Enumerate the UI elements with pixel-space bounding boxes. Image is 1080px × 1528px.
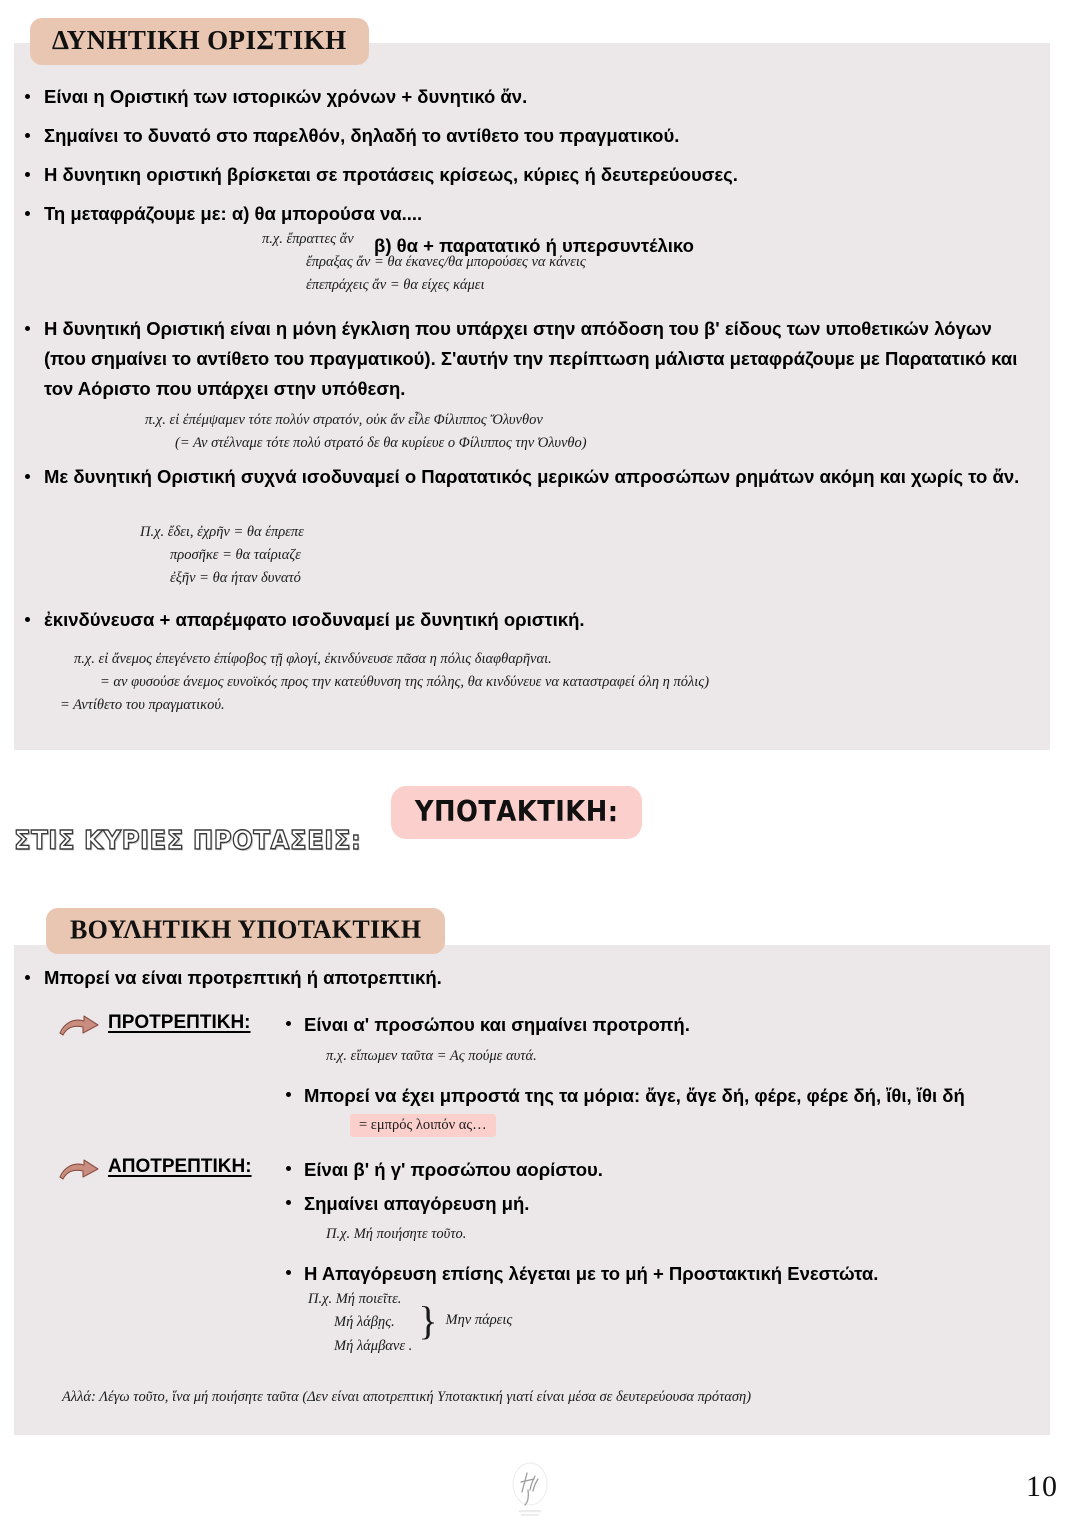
brace-result-text: Μην πάρεις bbox=[445, 1312, 513, 1329]
example-line: = αν φυσούσε άνεμος ευνοϊκός προς την κατεύθυνση της πόλης, θα κινδύνευε να καταστραφεί όλη η πόλις) bbox=[100, 673, 710, 690]
watermark-logo bbox=[500, 1458, 560, 1520]
example-line: (= Αν στέλναμε τότε πολύ στρατό δε θα κυρίευε ο Φίλιππος την Όλυνθο) bbox=[175, 434, 587, 451]
example-block-3 bbox=[140, 521, 304, 590]
example-line: Π.χ. ἔδει, ἐχρῆν = θα έπρεπε bbox=[140, 524, 304, 540]
example-block-1 bbox=[262, 228, 586, 297]
curved-arrow-icon bbox=[58, 1014, 100, 1040]
example-line: π.χ. εἰ ἄνεμος ἐπεγένετο ἐπίφοβος τῇ φλογί, ἐκινδύνευσε πᾶσα η πόλις διαφθαρῆναι. bbox=[74, 651, 552, 667]
example-block-4 bbox=[60, 648, 709, 717]
apotreptiki-content bbox=[282, 1155, 1022, 1293]
example-line: π.χ. εἰ ἐπέμψαμεν τότε πολύν στρατόν, οὐκ ἄν εἷλε Φίλιππος Ὄλυνθον bbox=[145, 412, 543, 428]
bullet-text: Η δυνητικη οριστική βρίσκεται σε προτάσεις κρίσεως, κύριες ή δευτερεύουσες. bbox=[44, 163, 738, 185]
bullet-item bbox=[14, 462, 1024, 492]
brace-line-2: Μή λάβῃς. bbox=[334, 1314, 395, 1331]
bullet-item bbox=[14, 82, 1024, 112]
brace-example-block bbox=[308, 1288, 512, 1358]
sub-bullet-text: Η Απαγόρευση επίσης λέγεται με το μή + Προστακτική Ενεστώτα. bbox=[304, 1263, 879, 1285]
curly-brace-icon: } bbox=[418, 1298, 438, 1343]
bullet-text: Με δυνητική Οριστική συχνά ισοδυναμεί ο Παρατατικός μερικών απροσώπων ρημάτων ακόμη και χωρίς το ἄν. bbox=[44, 466, 1020, 487]
voulitiki-intro-bullet-wrap bbox=[14, 963, 1014, 1002]
label-row-protreptiki bbox=[58, 1012, 251, 1040]
section-badge-dynitiki-oristiki: ΔΥΝΗΤΙΚΗ ΟΡΙΣΤΙΚΗ bbox=[30, 18, 369, 65]
example-line: ἐπεπράχεις ἄν = θα είχες κάμει bbox=[306, 276, 485, 293]
dynitiki-bullet-5-wrap bbox=[14, 314, 1019, 413]
sub-bullet-text: Είναι α' προσώπου και σημαίνει προτροπή. bbox=[304, 1014, 690, 1035]
sub-bullet-item bbox=[282, 1010, 1022, 1040]
sub-bullet-item bbox=[282, 1189, 1022, 1219]
bullet-text: Τη μεταφράζουμε με: α) θα μπορούσα να.... bbox=[44, 202, 423, 224]
page-number: 10 bbox=[1026, 1470, 1058, 1503]
bullet-item bbox=[14, 963, 1014, 993]
sub-bullet-item bbox=[282, 1081, 1022, 1140]
bullet-text: Η δυνητική Οριστική είναι η μόνη έγκλιση που υπάρχει στην απόδοση του β' είδους των υποθετικών λόγων (που σημαίνει το αντίθετο του πραγματικού). Σ'αυτήν την περίπτωση μάλιστα μεταφράζουμε με Παρατατικό και τον Αόριστο που υπάρχει στην υπόθεση. bbox=[44, 318, 1018, 399]
sub-bullet-text: Μπορεί να έχει μπροστά της τα μόρια: ἄγε, ἄγε δή, φέρε, φέρε δή, ἴθι, ἴθι δή bbox=[304, 1084, 965, 1106]
sub-bullet-text: Σημαίνει απαγόρευση μή. bbox=[304, 1192, 530, 1214]
example-block-2 bbox=[145, 409, 587, 455]
translation-option-b: β) θα + παρατατικό ή υπερσυντέλικο bbox=[374, 234, 694, 256]
label-apotreptiki: ΑΠΟΤΡΕΠΤΙΚΗ: bbox=[108, 1156, 252, 1177]
bullet-item bbox=[14, 121, 1024, 151]
sub-bullet-text: Είναι β' ή γ' προσώπου αορίστου. bbox=[304, 1159, 603, 1180]
apotreptiki-example: Π.χ. Μή ποιήσητε τοῦτο. bbox=[326, 1226, 467, 1243]
bullet-text: ἐκινδύνευσα + απαρέμφατο ισοδυναμεί με δυνητική οριστική. bbox=[44, 609, 585, 630]
sub-bullet-item bbox=[282, 1259, 1022, 1289]
example-line: = Αντίθετο του πραγματικού. bbox=[60, 696, 225, 713]
heading-stis-kyries-protaseis: ΣΤΙΣ ΚΥΡΙΕΣ ΠΡΟΤΑΣΕΙΣ: bbox=[14, 826, 362, 856]
example-line: ἔπραξας ἄν = θα έκανες/θα μπορούσες να κάνεις bbox=[306, 253, 586, 270]
label-protreptiki: ΠΡΟΤΡΕΠΤΙΚΗ: bbox=[108, 1012, 251, 1033]
bullet-text: Σημαίνει το δυνατό στο παρελθόν, δηλαδή το αντίθετο του πραγματικού. bbox=[44, 124, 680, 146]
example-line: ἐξῆν = θα ήταν δυνατό bbox=[170, 569, 301, 586]
protreptiki-content bbox=[282, 1010, 1022, 1144]
curved-arrow-icon bbox=[58, 1158, 100, 1184]
section-badge-voulitiki-ypotaktiki: ΒΟΥΛΗΤΙΚΗ ΥΠΟΤΑΚΤΙΚΗ bbox=[46, 908, 445, 954]
bullet-item bbox=[14, 160, 1024, 190]
dynitiki-bullet-6-wrap bbox=[14, 462, 1024, 501]
bullet-item bbox=[14, 314, 1019, 404]
label-row-apotreptiki bbox=[58, 1156, 252, 1184]
bullet-text: Είναι η Οριστική των ιστορικών χρόνων + δυνητικό ἄν. bbox=[44, 86, 528, 107]
protreptiki-example: π.χ. εἴπωμεν ταῦτα = Ας πούμε αυτά. bbox=[326, 1047, 537, 1064]
section-badge-ypotaktiki: ΥΠΟΤΑΚΤΙΚΗ: bbox=[391, 786, 642, 839]
brace-line-1: Π.χ. Μή ποιεῖτε. bbox=[308, 1291, 402, 1307]
bullet-item bbox=[14, 605, 1024, 635]
highlight-note-emprós: = εμπρός λοιπόν ας… bbox=[350, 1114, 496, 1137]
example-line: π.χ. ἔπραττες ἄν bbox=[262, 231, 354, 247]
note-alla: Αλλά: Λέγω τοῦτο, ἵνα μή ποιήσητε ταῦτα (Δεν είναι αποτρεπτική Υποτακτική γιατί είναι μέσα σε δευτερεύουσα πρόταση) bbox=[62, 1389, 752, 1405]
bullet-text: Μπορεί να είναι προτρεπτική ή αποτρεπτική. bbox=[44, 967, 442, 988]
dynitiki-bullet-7-wrap bbox=[14, 605, 1024, 644]
brace-line-3: Μή λάμβανε . bbox=[334, 1337, 413, 1354]
sub-bullet-item bbox=[282, 1155, 1022, 1185]
example-line: προσῆκε = θα ταίριαζε bbox=[170, 546, 301, 563]
